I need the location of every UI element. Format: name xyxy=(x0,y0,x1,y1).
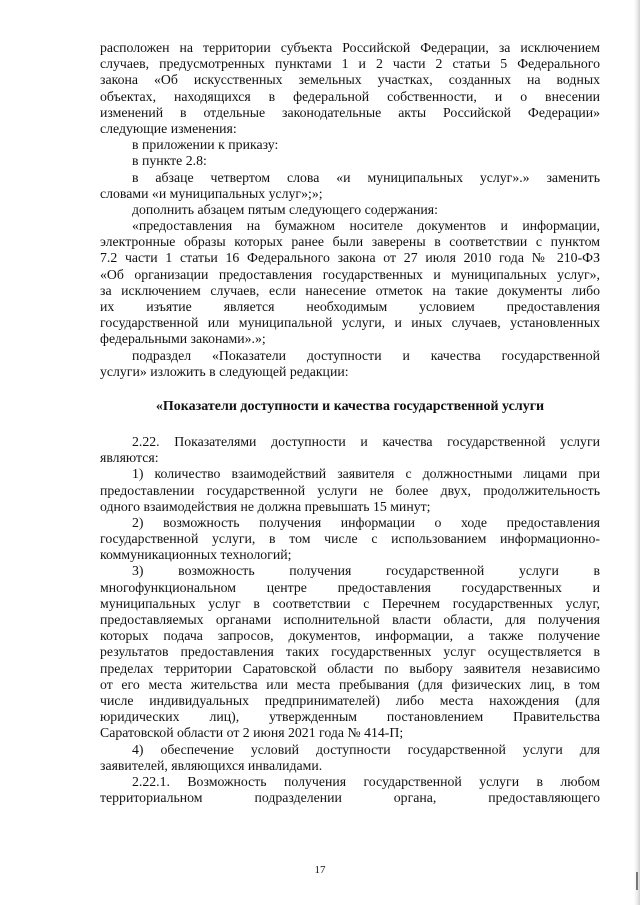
text-line: в абзаце четвертом слова «и муниципальных услуг».» заменить xyxy=(132,169,600,185)
text-line: предоставляемых органами исполнительной власти области, для получения xyxy=(100,612,600,627)
text-line: многофункциональном центре предоставления государственных и xyxy=(100,579,600,595)
text-line: которых подача запросов, документов, информации, а также получение xyxy=(100,628,600,644)
text-line: 2) возможность получения информации о ходе предоставления xyxy=(132,514,600,530)
text-line: числе индивидуальных предпринимателей) либо места нахождения (для xyxy=(100,692,600,708)
text-line: предоставлении государственной услуги не более двух, продолжительность xyxy=(100,482,600,498)
text-line: 7.2 части 1 статьи 16 Федерального закона от 27 июля 2010 года № 210-ФЗ xyxy=(100,250,600,266)
text-line: их изъятие является необходимым условием предоставления xyxy=(100,299,600,314)
text-line: расположен на территории субъекта Российской Федерации, за исключением xyxy=(100,40,600,55)
text-line: муниципальных услуг в соответствии с Перечнем государственных услуг, xyxy=(100,595,600,611)
text-line: электронные образы которых ранее были заверены в соответствии с пунктом xyxy=(100,234,600,250)
text-line: 2.22. Показателями доступности и качества государственной услуги xyxy=(132,433,600,449)
text-line: «предоставления на бумажном носителе документов и информации, xyxy=(132,218,600,234)
section-heading: «Показатели доступности и качества государственной услуги xyxy=(155,398,545,414)
text-line: изменений в отдельные законодательные акты Российской Федерации» xyxy=(100,104,600,120)
text-line: государственной услуги, в том числе с использованием информационно- xyxy=(100,531,600,547)
text-line: услуги» изложить в следующей редакции: xyxy=(100,363,349,379)
text-line: юридических лиц), утвержденным постановлением Правительства xyxy=(100,709,600,725)
text-line: пределах территории Саратовской области по выбору заявителя независимо xyxy=(100,660,600,676)
text-line: заявителей, являющихся инвалидами. xyxy=(100,757,323,773)
text-line: 1) количество взаимодействий заявителя с должностными лицами при xyxy=(132,466,600,482)
text-line: «Об организации предоставления государственных и муниципальных услуг», xyxy=(100,266,600,282)
scan-edge-shadow xyxy=(634,0,640,905)
scan-edge-mark xyxy=(636,872,638,890)
text-line: 4) обеспечение условий доступности государственной услуги для xyxy=(132,741,600,757)
text-line: являются: xyxy=(100,450,159,466)
text-line: от его места жительства или места пребывания (для физических лиц, в том xyxy=(100,676,600,692)
text-line: следующие изменения: xyxy=(100,120,237,136)
text-line: словами «и муниципальных услуг»;»; xyxy=(100,185,323,201)
text-line: в пункте 2.8: xyxy=(132,153,207,169)
text-line: подраздел «Показатели доступности и качества государственной xyxy=(132,347,600,363)
text-line: Саратовской области от 2 июня 2021 года № 414-П; xyxy=(100,725,404,741)
text-line: объектах, находящихся в федеральной собственности, и о внесении xyxy=(100,88,600,104)
text-line: в приложении к приказу: xyxy=(132,137,279,153)
text-line: одного взаимодействия не должна превышать 15 минут; xyxy=(100,498,431,514)
text-line: федеральными законами».»; xyxy=(100,331,266,347)
text-line: 3) возможность получения государственной услуги в xyxy=(132,563,600,579)
text-line: государственной или муниципальной услуги, и иных случаев, установленных xyxy=(100,315,600,331)
text-line: за исключением случаев, если нанесение отметок на такие документы либо xyxy=(100,282,600,298)
text-line: территориальном подразделении органа, предоставляющего xyxy=(100,790,600,806)
text-line: дополнить абзацем пятым следующего содержания: xyxy=(132,201,438,217)
document-body xyxy=(100,40,600,806)
page-number: 17 xyxy=(314,864,326,876)
text-line: результатов предоставления таких государственных услуг осуществляется в xyxy=(100,644,600,660)
text-line: 2.22.1. Возможность получения государственной услуги в любом xyxy=(132,773,600,789)
text-line: коммуникационных технологий; xyxy=(100,547,292,563)
text-line: закона «Об искусственных земельных участках, созданных на водных xyxy=(100,72,600,88)
text-line: случаев, предусмотренных пунктами 1 и 2 части 2 статьи 5 Федерального xyxy=(100,56,600,72)
